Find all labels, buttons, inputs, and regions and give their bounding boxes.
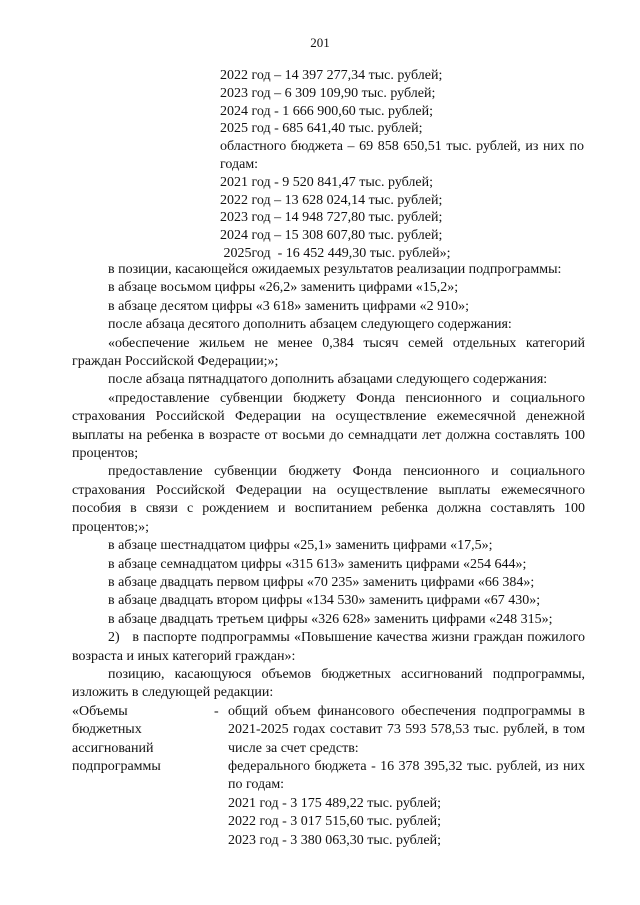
budget-line: 2022 год – 14 397 277,34 тыс. рублей; [220,68,443,83]
position-label-line: подпрограммы [72,758,161,774]
budget-line: 2023 год – 14 948 727,80 тыс. рублей; [220,210,443,226]
position-content-line: 2022 год - 3 017 515,60 тыс. рублей; [228,814,442,830]
paragraph: в абзаце восьмом цифры «26,2» заменить цифрами «15,2»; [108,280,459,296]
position-content [228,703,585,850]
budget-by-year-block [220,67,584,263]
budget-line: 2024 год - 1 666 900,60 тыс. рублей; [220,103,434,119]
passport-position-table [72,703,585,850]
paragraph: в абзаце десятом цифры «3 618» заменить цифрами «2 910»; [108,298,470,314]
paragraph: после абзаца пятнадцатого дополнить абзацами следующего содержания: [108,372,548,388]
document-body [72,261,585,850]
position-dash: - [214,703,219,719]
paragraph: 2) в паспорте подпрограммы «Повышение качества жизни граждан пожилого возраста и иных категорий граждан»: [72,630,585,664]
budget-line: 2021 год - 9 520 841,47 тыс. рублей; [220,174,434,190]
paragraph: в абзаце семнадцатом цифры «315 613» заменить цифрами «254 644»; [108,556,527,572]
position-content-line: федерального бюджета - 16 378 395,32 тыс. рублей, из них по годам: [228,758,585,793]
position-label-line: «Объемы [72,703,128,719]
page-number: 201 [310,35,330,50]
budget-line: 2022 год – 13 628 024,14 тыс. рублей; [220,192,443,208]
paragraph: «обеспечение жильем не менее 0,384 тысяч семей отдельных категорий граждан Российской Федерации;»; [72,335,585,370]
position-label-line: бюджетных [72,722,142,738]
position-content-line: общий объем финансового обеспечения подпрограммы в 2021-2025 годах составит 73 593 578,53 тыс. рублей, в том числе за счет средств: [228,703,585,756]
paragraph: в абзаце шестнадцатом цифры «25,1» заменить цифрами «17,5»; [108,538,493,554]
paragraph: предоставление субвенции бюджету Фонда пенсионного и социального страхования Российской Федерации на осуществление выплаты ежемесячного пособия в связи с рождением и воспитанием ребенка должна составлять 100 процентов;»; [72,464,585,535]
budget-line: 2023 год – 6 309 109,90 тыс. рублей; [220,85,436,101]
paragraph: в абзаце двадцать первом цифры «70 235» заменить цифрами «66 384»; [108,574,535,590]
paragraph: после абзаца десятого дополнить абзацем следующего содержания: [108,317,512,333]
regional-budget-line: областного бюджета – 69 858 650,51 тыс. рублей, из них по годам: [220,139,584,172]
paragraph: в позиции, касающейся ожидаемых результатов реализации подпрограммы: [108,262,562,277]
paragraph: позицию, касающуюся объемов бюджетных ассигнований подпрограммы, изложить в следующей редакции: [72,666,585,701]
position-label [72,703,214,850]
budget-line: 2025 год - 685 641,40 тыс. рублей; [220,121,423,137]
budget-line: 2025год - 16 452 449,30 тыс. рублей»; [220,245,451,261]
position-label-line: ассигнований [72,740,154,756]
position-content-line: 2021 год - 3 175 489,22 тыс. рублей; [228,795,442,811]
budget-line: 2024 год – 15 308 607,80 тыс. рублей; [220,228,443,244]
paragraph: «предоставление субвенции бюджету Фонда пенсионного и социального страхования Российской Федерации на осуществление ежемесячной денежной выплаты на ребенка в возрасте от восьми до семнадцати лет должна составлять 100 процентов; [72,390,585,462]
paragraph: в абзаце двадцать третьем цифры «326 628» заменить цифрами «248 315»; [108,611,553,627]
paragraph: в абзаце двадцать втором цифры «134 530» заменить цифрами «67 430»; [108,593,541,609]
position-content-line: 2023 год - 3 380 063,30 тыс. рублей; [228,832,442,848]
